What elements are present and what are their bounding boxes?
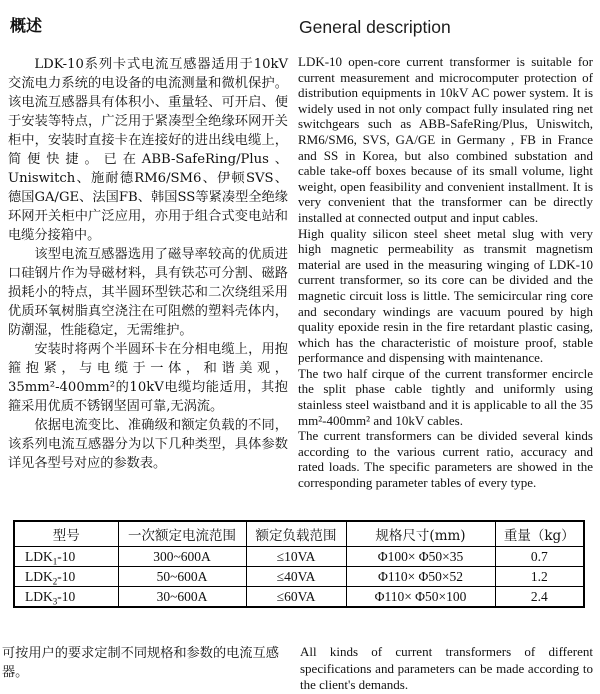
material-paragraph-en: High quality silicon steel sheet metal slug with very high magnetic permeability as transmit magnetism material are used in the measuring winging of LDK-10 current transformer, so its core can be divided and the magnetic circuit loss is little. The semicircular ring core and secondary windings are vacuum poured by high quality epoxide resin in the fire retardant plastic casing, which has the characteristic of moisture proof, stable performance and dispensing with maintenance. — [298, 225, 593, 366]
overview-paragraph-en: LDK-10 open-core current transformer is suitable for current measurement and microcomputer protection of distribution equipments in 10kV AC power system. It is widely used in not only compact fully insulated ring net switchgears such as ABB-SafeRing/Plus, Uniswitch, RM6/SM6, SVS, GA/GE in Germany , FB in France and SS in Korea, but also combined substation and cable take-off boxes because of its small volume, light weight, open feasibility and convenient installment. It is very convenient that the transformer can be directly installed at connected output and input cables. — [298, 54, 593, 225]
model-suffix: -10 — [57, 548, 76, 564]
english-column — [298, 14, 593, 491]
model-subscript: 2 — [52, 576, 58, 587]
table-header-row — [14, 521, 584, 547]
installation-paragraph-cn: 安装时将两个半圆环卡在分相电缆上，用抱箍抱紧，与电缆于一体，和谐美观，35mm²-400mm²的10kV电缆均能适用，其抱箍采用优质不锈钢坚固可靠,无涡流。 — [8, 342, 288, 415]
col-header-dimensions: 规格尺寸(mm) — [346, 521, 495, 547]
current-range-cell: 50~600A — [118, 567, 246, 587]
dimensions-cell: Φ100× Φ50×35 — [346, 547, 495, 567]
model-base: LDK — [25, 548, 53, 564]
weight-cell: 1.2 — [495, 567, 584, 587]
current-range-cell: 30~600A — [118, 587, 246, 608]
specification-table — [13, 520, 585, 608]
two-column-body — [8, 14, 593, 506]
custom-order-note-cn: 可按用户的要求定制不同规格和参数的电流互感器。 — [2, 646, 279, 680]
col-header-load-range: 额定负载范围 — [246, 521, 346, 547]
table-row — [14, 587, 584, 608]
custom-order-note-en: All kinds of current transformers of different specifications and parameters can be made according to the client's demands. — [300, 644, 593, 693]
table-row — [14, 567, 584, 587]
chinese-column — [8, 14, 288, 473]
dimensions-cell: Φ110× Φ50×52 — [346, 567, 495, 587]
col-header-weight: 重量（kg） — [495, 521, 584, 547]
table-row — [14, 547, 584, 567]
model-base: LDK — [25, 588, 53, 604]
model-suffix: -10 — [57, 568, 76, 584]
types-paragraph-en: The current transformers can be divided several kinds according to the various current ratio, accuracy and rated loads. The specific parameters are showed in the corresponding parameter tables of every type. — [298, 428, 593, 491]
overview-paragraph-cn: LDK-10系列卡式电流互感器适用于10kV交流电力系统的电设备的电流测量和微机保护。该电流互感器具有体积小、重量轻、可开启、便于安装等特点，广泛用于紧凑型全绝缘环网开关柜中，安装时直接卡在连接好的进出线电缆上，简便快捷。已在ABB-SafeRing/Plus、Uniswitch、施耐德RM6/SM6、伊顿SVS、德国GA/GE、法国FB、韩国SS等紧凑型全绝缘环网开关柜中广泛应用，亦用于组合式变电站和电缆分接箱中。 — [8, 57, 288, 244]
general-description-heading: General description — [299, 17, 451, 37]
model-cell — [14, 587, 118, 608]
dimensions-cell: Φ110× Φ50×100 — [346, 587, 495, 608]
col-header-current-range: 一次额定电流范围 — [118, 521, 246, 547]
model-cell — [14, 547, 118, 567]
weight-cell: 0.7 — [495, 547, 584, 567]
model-base: LDK — [25, 568, 53, 584]
load-range-cell: ≤10VA — [246, 547, 346, 567]
model-suffix: -10 — [57, 588, 76, 604]
weight-cell: 2.4 — [495, 587, 584, 608]
types-paragraph-cn: 依据电流变比、准确级和额定负载的不同，该系列电流互感器分为以下几种类型，具体参数详见各型号对应的参数表。 — [8, 418, 288, 472]
model-subscript: 1 — [52, 556, 58, 567]
installation-paragraph-en: The two half cirque of the current transformer encircle the split phase cable tightly and uniformly using stainless steel waistband and it is applicable to all the 35 mm²-400mm² and 10kV cables. — [298, 365, 593, 428]
model-cell — [14, 567, 118, 587]
overview-heading-cn: 概述 — [10, 16, 43, 35]
material-paragraph-cn: 该型电流互感器选用了磁导率较高的优质进口硅钢片作为导磁材料，具有铁芯可分割、磁路损耗小的特点，其半圆环型铁芯和二次绕组采用优质环氧树脂真空浇注在可阻燃的塑料壳体内，防潮湿，性能稳定，无需维护。 — [8, 247, 288, 339]
load-range-cell: ≤60VA — [246, 587, 346, 608]
current-range-cell: 300~600A — [118, 547, 246, 567]
col-header-model: 型号 — [14, 521, 118, 547]
load-range-cell: ≤40VA — [246, 567, 346, 587]
custom-order-note — [2, 644, 593, 694]
model-subscript: 3 — [52, 596, 58, 607]
